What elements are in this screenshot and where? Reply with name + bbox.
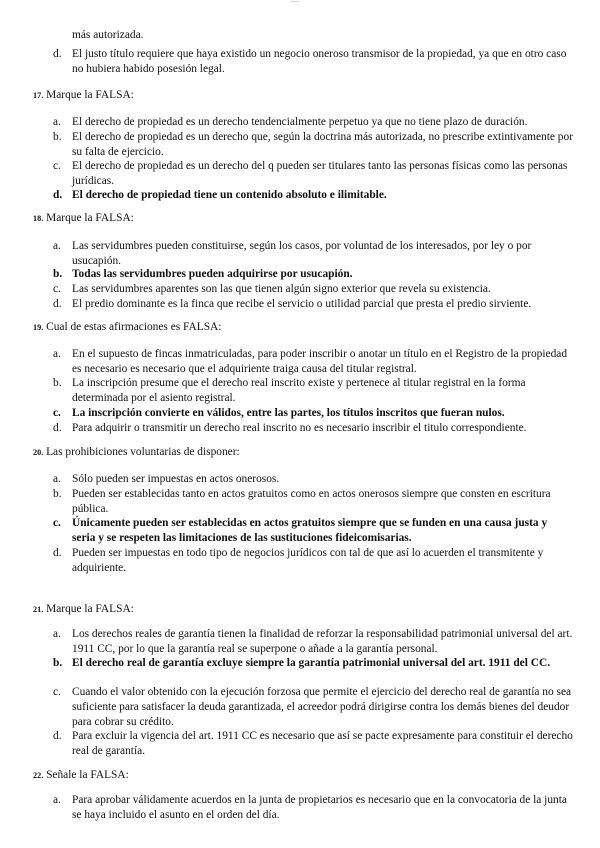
option-letter: d. <box>53 547 62 559</box>
question-text: Marque la FALSA: <box>46 212 134 224</box>
option-letter: c. <box>53 283 61 295</box>
option-letter: c. <box>53 517 61 529</box>
option-text: En el supuesto de fincas inmatriculadas, para poder inscribir o anotar un título en el Registro de la propiedad es necesario es necesario que el adquiriente traiga causa del titular registral. <box>72 348 568 375</box>
option-text: Para excluir la vigencia del art. 1911 CC es necesario que así se pacte expresamente para constituir el derecho real de garantía. <box>72 730 573 757</box>
question-20 <box>33 445 573 461</box>
question-number: 20. <box>33 448 44 457</box>
question-text: Marque la FALSA: <box>46 603 134 615</box>
question-number: 22. <box>33 771 44 780</box>
option-letter: b. <box>53 488 62 500</box>
page-header-mark: — <box>291 0 299 5</box>
option-text: Cuando el valor obtenido con la ejecución forzosa que permite el ejercicio del derecho real de garantía no sea suficiente para satisfacer la deuda garantizada, el acreedor podrá dirigirse contra los demás bienes del deudor para cobrar su crédito. <box>72 686 572 728</box>
option-text: El predio dominante es la finca que recibe el servicio o utilidad parcial que presta el predio sirviente. <box>72 298 532 310</box>
option-text: Las servidumbres aparentes son las que tienen algún signo exterior que revela su existencia. <box>72 283 491 295</box>
option-letter: d. <box>53 48 62 60</box>
option-letter: a. <box>53 628 61 640</box>
option-text: Pueden ser establecidas tanto en actos gratuitos como en actos onerosos siempre que consten en escritura pública. <box>72 488 551 515</box>
option-letter: c. <box>53 686 61 698</box>
option-letter: b. <box>53 268 63 280</box>
option-letter: a. <box>53 116 61 128</box>
option-16-d <box>53 47 573 77</box>
option-18-d <box>53 297 573 312</box>
option-text: Para adquirir o transmitir un derecho real inscrito no es necesario inscribir el titulo correspondiente. <box>72 422 527 434</box>
question-21 <box>33 602 573 618</box>
option-20-c <box>53 516 573 546</box>
option-20-b <box>53 487 573 517</box>
option-letter: b. <box>53 377 62 389</box>
option-letter: a. <box>53 794 61 806</box>
question-text: Cual de estas afirmaciones es FALSA: <box>46 321 222 333</box>
question-19 <box>33 320 573 336</box>
option-17-c <box>53 159 573 189</box>
option-text: La inscripción convierte en válidos, entre las partes, los títulos inscritos que fueran nulos. <box>72 407 505 419</box>
option-text: El derecho de propiedad es un derecho tendencialmente perpetuo ya que no tiene plazo de duración. <box>72 116 528 128</box>
option-19-a <box>53 347 573 377</box>
option-text: Todas las servidumbres pueden adquirirse por usucapión. <box>72 268 353 280</box>
previous-option-continuation: más autorizada. <box>72 29 144 41</box>
option-text: El derecho de propiedad es un derecho que, según la doctrina más autorizada, no prescribe extintivamente por su falta de ejercicio. <box>72 131 573 158</box>
option-21-d <box>53 729 573 759</box>
question-number: 19. <box>33 323 44 332</box>
option-21-b <box>53 656 573 671</box>
question-17 <box>33 88 573 104</box>
question-22 <box>33 768 573 784</box>
option-18-b <box>53 267 573 282</box>
option-18-a <box>53 239 573 269</box>
option-21-a <box>53 627 573 657</box>
option-text: El derecho real de garantía excluye siempre la garantía patrimonial universal del art. 1911 del CC. <box>72 657 551 669</box>
question-text: Las prohibiciones voluntarias de disponer: <box>46 446 240 458</box>
option-letter: d. <box>53 189 63 201</box>
option-text: Pueden ser impuestas en todo tipo de negocios jurídicos con tal de que así lo acuerden el transmitente y adquiriente. <box>72 547 544 574</box>
option-text: Únicamente pueden ser establecidas en actos gratuitos siempre que se funden en una causa justa y seria y se respeten las limitaciones de las sustituciones fideicomisarias. <box>72 517 548 544</box>
question-number: 21. <box>33 605 44 614</box>
option-text: Las servidumbres pueden constituirse, según los casos, por voluntad de los interesados, por ley o por usucapión. <box>72 240 532 267</box>
option-21-c <box>53 685 573 729</box>
option-19-b <box>53 376 573 406</box>
option-letter: a. <box>53 240 61 252</box>
option-text: La inscripción presume que el derecho real inscrito existe y pertenece al titular registral en la forma determinada por el asiento registral. <box>72 377 526 404</box>
question-number: 18. <box>33 214 44 223</box>
option-letter: a. <box>53 348 61 360</box>
option-text: El justo título requiere que haya existido un negocio oneroso transmisor de la propiedad, ya que en otro caso no hubiera habido posesión legal. <box>72 48 567 75</box>
option-text: El derecho de propiedad tiene un contenido absoluto e ilimitable. <box>72 189 387 201</box>
option-text: El derecho de propiedad es un derecho del q pueden ser titulares tanto las personas físicas como las personas jurídicas. <box>72 160 568 187</box>
option-18-c <box>53 282 573 297</box>
option-19-d <box>53 421 573 436</box>
option-letter: b. <box>53 131 62 143</box>
option-text: Sólo pueden ser impuestas en actos onerosos. <box>72 473 280 485</box>
option-text: Para aprobar válidamente acuerdos en la junta de propietarios es necesario que en la convocatoria de la junta se haya incluido el asunto en el orden del día. <box>72 794 567 821</box>
option-17-a <box>53 115 573 130</box>
question-text: Señale la FALSA: <box>46 769 129 781</box>
question-text: Marque la FALSA: <box>46 89 134 101</box>
option-20-d <box>53 546 573 576</box>
option-letter: d. <box>53 298 62 310</box>
question-number: 17. <box>33 91 44 100</box>
option-letter: a. <box>53 473 61 485</box>
option-letter: c. <box>53 160 61 172</box>
option-19-c <box>53 406 573 421</box>
option-22-a <box>53 793 573 823</box>
option-20-a <box>53 472 573 487</box>
option-letter: b. <box>53 657 63 669</box>
option-17-d <box>53 188 573 203</box>
option-text: Los derechos reales de garantía tienen la finalidad de reforzar la responsabilidad patrimonial universal del art. 1911 CC, por lo que la garantía real se superpone o añade a la garantía personal. <box>72 628 573 655</box>
question-18 <box>33 211 573 227</box>
option-17-b <box>53 130 573 160</box>
option-letter: c. <box>53 407 61 419</box>
option-letter: d. <box>53 730 62 742</box>
option-letter: d. <box>53 422 62 434</box>
